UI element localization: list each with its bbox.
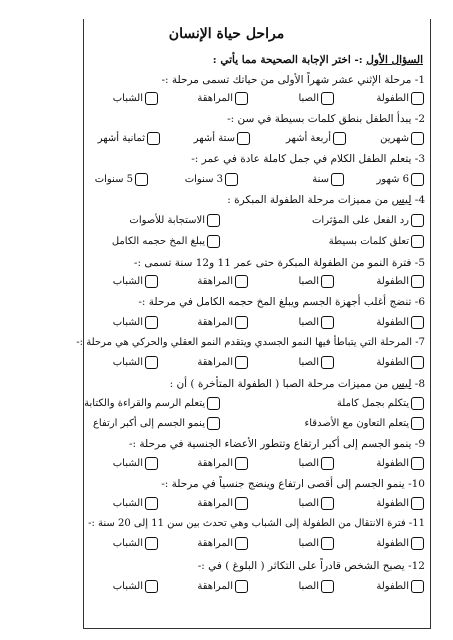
checkbox[interactable] <box>235 537 248 550</box>
checkbox[interactable] <box>411 132 424 145</box>
option[interactable]: رد الفعل على المؤثرات <box>312 214 424 227</box>
checkbox[interactable] <box>135 173 148 186</box>
checkbox[interactable] <box>411 457 424 470</box>
option[interactable]: ستة أشهر <box>194 132 250 145</box>
option[interactable]: الشباب <box>113 457 158 470</box>
checkbox[interactable] <box>235 316 248 329</box>
option[interactable]: المراهقة <box>197 92 248 105</box>
checkbox[interactable] <box>411 235 424 248</box>
checkbox[interactable] <box>145 537 158 550</box>
option[interactable]: الصبا <box>298 580 334 593</box>
checkbox[interactable] <box>207 417 220 430</box>
checkbox[interactable] <box>147 132 160 145</box>
section-label: السؤال الأول <box>366 54 423 66</box>
option[interactable]: يتعلم التعاون مع الأصدقاء <box>305 417 424 430</box>
option[interactable]: الصبا <box>298 92 334 105</box>
checkbox[interactable] <box>321 537 334 550</box>
option[interactable]: الشباب <box>113 92 158 105</box>
checkbox[interactable] <box>321 580 334 593</box>
option[interactable]: سنة <box>312 173 344 186</box>
checkbox[interactable] <box>411 275 424 288</box>
options-row-2 <box>86 132 426 146</box>
checkbox[interactable] <box>145 497 158 510</box>
option[interactable]: الطفولة <box>376 537 424 550</box>
option[interactable]: تعلق كلمات بسيطة <box>329 235 424 248</box>
option[interactable]: الشباب <box>113 497 158 510</box>
option[interactable]: المراهقة <box>197 316 248 329</box>
checkbox[interactable] <box>235 356 248 369</box>
option[interactable]: الصبا <box>298 537 334 550</box>
checkbox[interactable] <box>237 132 250 145</box>
checkbox[interactable] <box>411 316 424 329</box>
options-row-6 <box>86 316 426 330</box>
option[interactable]: الطفولة <box>376 356 424 369</box>
option[interactable]: الصبا <box>298 316 334 329</box>
question-10: 10- ينمو الجسم إلى أقصى ارتفاع وينضج جنسياً في مرحلة :- <box>161 478 425 490</box>
options-row-9 <box>86 457 426 471</box>
question-3: 3- يتعلم الطفل الكلام في جمل كاملة عادة في عمر :- <box>191 153 425 165</box>
question-9: 9- ينمو الجسم إلى أكبر ارتفاع وتتطور الأعضاء الجنسية في مرحلة :- <box>129 438 425 450</box>
question-11: 11- فترة الانتقال من الطفولة إلى الشباب وهي تحدث بين سن 11 إلى 20 سنة :- <box>88 518 425 529</box>
option[interactable]: الطفولة <box>376 580 424 593</box>
question-1: 1- مرحلة الإثني عشر شهراً الأولى من حياتك تسمى مرحلة :- <box>161 74 425 86</box>
option[interactable]: المراهقة <box>197 497 248 510</box>
checkbox[interactable] <box>333 132 346 145</box>
checkbox[interactable] <box>207 235 220 248</box>
option[interactable]: شهرين <box>380 132 424 145</box>
checkbox[interactable] <box>207 214 220 227</box>
checkbox[interactable] <box>145 316 158 329</box>
options-row-12 <box>86 580 426 594</box>
question-4: 4- ليس من مميزات مرحلة الطفولة المبكرة : <box>227 194 425 206</box>
checkbox[interactable] <box>321 92 334 105</box>
option[interactable]: الصبا <box>298 497 334 510</box>
option[interactable]: أربعة أشهر <box>286 132 346 145</box>
checkbox[interactable] <box>411 92 424 105</box>
options-row-4b <box>86 235 426 249</box>
option[interactable]: الشباب <box>113 316 158 329</box>
question-5: 5- فترة النمو من الطفولة المبكرة حتى عمر 11 و12 سنة تسمى :- <box>133 257 425 269</box>
option[interactable]: المراهقة <box>197 356 248 369</box>
option[interactable]: الاستجابة للأصوات <box>129 214 220 227</box>
checkbox[interactable] <box>235 497 248 510</box>
options-row-1 <box>86 92 426 106</box>
options-row-4a <box>86 214 426 228</box>
checkbox[interactable] <box>321 497 334 510</box>
question-2: 2- يبدأ الطفل بنطق كلمات بسيطة في سن :- <box>227 113 425 125</box>
checkbox[interactable] <box>411 417 424 430</box>
checkbox[interactable] <box>321 275 334 288</box>
options-row-10 <box>86 497 426 511</box>
checkbox[interactable] <box>411 580 424 593</box>
checkbox[interactable] <box>145 92 158 105</box>
option[interactable]: الشباب <box>113 580 158 593</box>
checkbox[interactable] <box>411 356 424 369</box>
option[interactable]: الصبا <box>298 457 334 470</box>
option[interactable]: الشباب <box>113 537 158 550</box>
option[interactable]: 3 سنوات <box>185 173 238 186</box>
options-row-11 <box>86 537 426 551</box>
section-heading <box>213 54 423 66</box>
checkbox[interactable] <box>235 457 248 470</box>
question-8: 8- ليس من مميزات مرحلة الصبا ( الطفولة المتأخرة ) أن : <box>169 378 425 390</box>
question-7: 7- المرحلة التي يتباطأ فيها النمو الجسدي ويتقدم النمو العقلي والحركي هي مرحلة :- <box>76 337 425 348</box>
options-row-8a <box>86 397 426 411</box>
checkbox[interactable] <box>321 457 334 470</box>
checkbox[interactable] <box>235 580 248 593</box>
option[interactable]: الطفولة <box>376 316 424 329</box>
checkbox[interactable] <box>331 173 344 186</box>
option[interactable]: الطفولة <box>376 92 424 105</box>
checkbox[interactable] <box>145 580 158 593</box>
option[interactable]: ثمانية أشهر <box>98 132 160 145</box>
option[interactable]: ينمو الجسم إلى أكبر ارتفاع <box>93 417 220 430</box>
option[interactable]: يبلغ المخ حجمه الكامل <box>112 235 220 248</box>
options-row-8b <box>86 417 426 431</box>
section-instruction: :- اختر الإجابة الصحيحة مما يأتي : <box>212 54 367 66</box>
checkbox[interactable] <box>411 497 424 510</box>
option[interactable]: 5 سنوات <box>95 173 148 186</box>
question-12: 12- يصبح الشخص قادراً على التكاثر ( البلوغ ) في :- <box>197 560 425 572</box>
checkbox[interactable] <box>145 356 158 369</box>
checkbox[interactable] <box>235 92 248 105</box>
option[interactable]: الصبا <box>298 275 334 288</box>
question-6: 6- تنضج أغلب أجهزة الجسم ويبلغ المخ حجمه الكامل في مرحلة :- <box>138 296 425 308</box>
checkbox[interactable] <box>145 275 158 288</box>
checkbox[interactable] <box>321 316 334 329</box>
option[interactable]: الشباب <box>113 275 158 288</box>
checkbox[interactable] <box>235 275 248 288</box>
checkbox[interactable] <box>411 173 424 186</box>
option[interactable]: الطفولة <box>376 457 424 470</box>
checkbox[interactable] <box>225 173 238 186</box>
checkbox[interactable] <box>321 356 334 369</box>
option[interactable]: الصبا <box>298 356 334 369</box>
option[interactable]: يتعلم الرسم والقراءة والكتابة <box>84 397 220 410</box>
checkbox[interactable] <box>411 397 424 410</box>
option[interactable]: المراهقة <box>197 580 248 593</box>
option[interactable]: المراهقة <box>197 537 248 550</box>
checkbox[interactable] <box>411 214 424 227</box>
option[interactable]: الطفولة <box>376 275 424 288</box>
option[interactable]: الشباب <box>113 356 158 369</box>
option[interactable]: الطفولة <box>376 497 424 510</box>
option[interactable]: 6 شهور <box>376 173 424 186</box>
option[interactable]: يتكلم بجمل كاملة <box>337 397 424 410</box>
page-title: مراحل حياة الإنسان <box>168 26 285 42</box>
option[interactable]: المراهقة <box>197 457 248 470</box>
checkbox[interactable] <box>411 537 424 550</box>
option[interactable]: المراهقة <box>197 275 248 288</box>
options-row-7 <box>86 356 426 370</box>
checkbox[interactable] <box>145 457 158 470</box>
checkbox[interactable] <box>207 397 220 410</box>
options-row-3 <box>86 173 426 187</box>
options-row-5 <box>86 275 426 289</box>
